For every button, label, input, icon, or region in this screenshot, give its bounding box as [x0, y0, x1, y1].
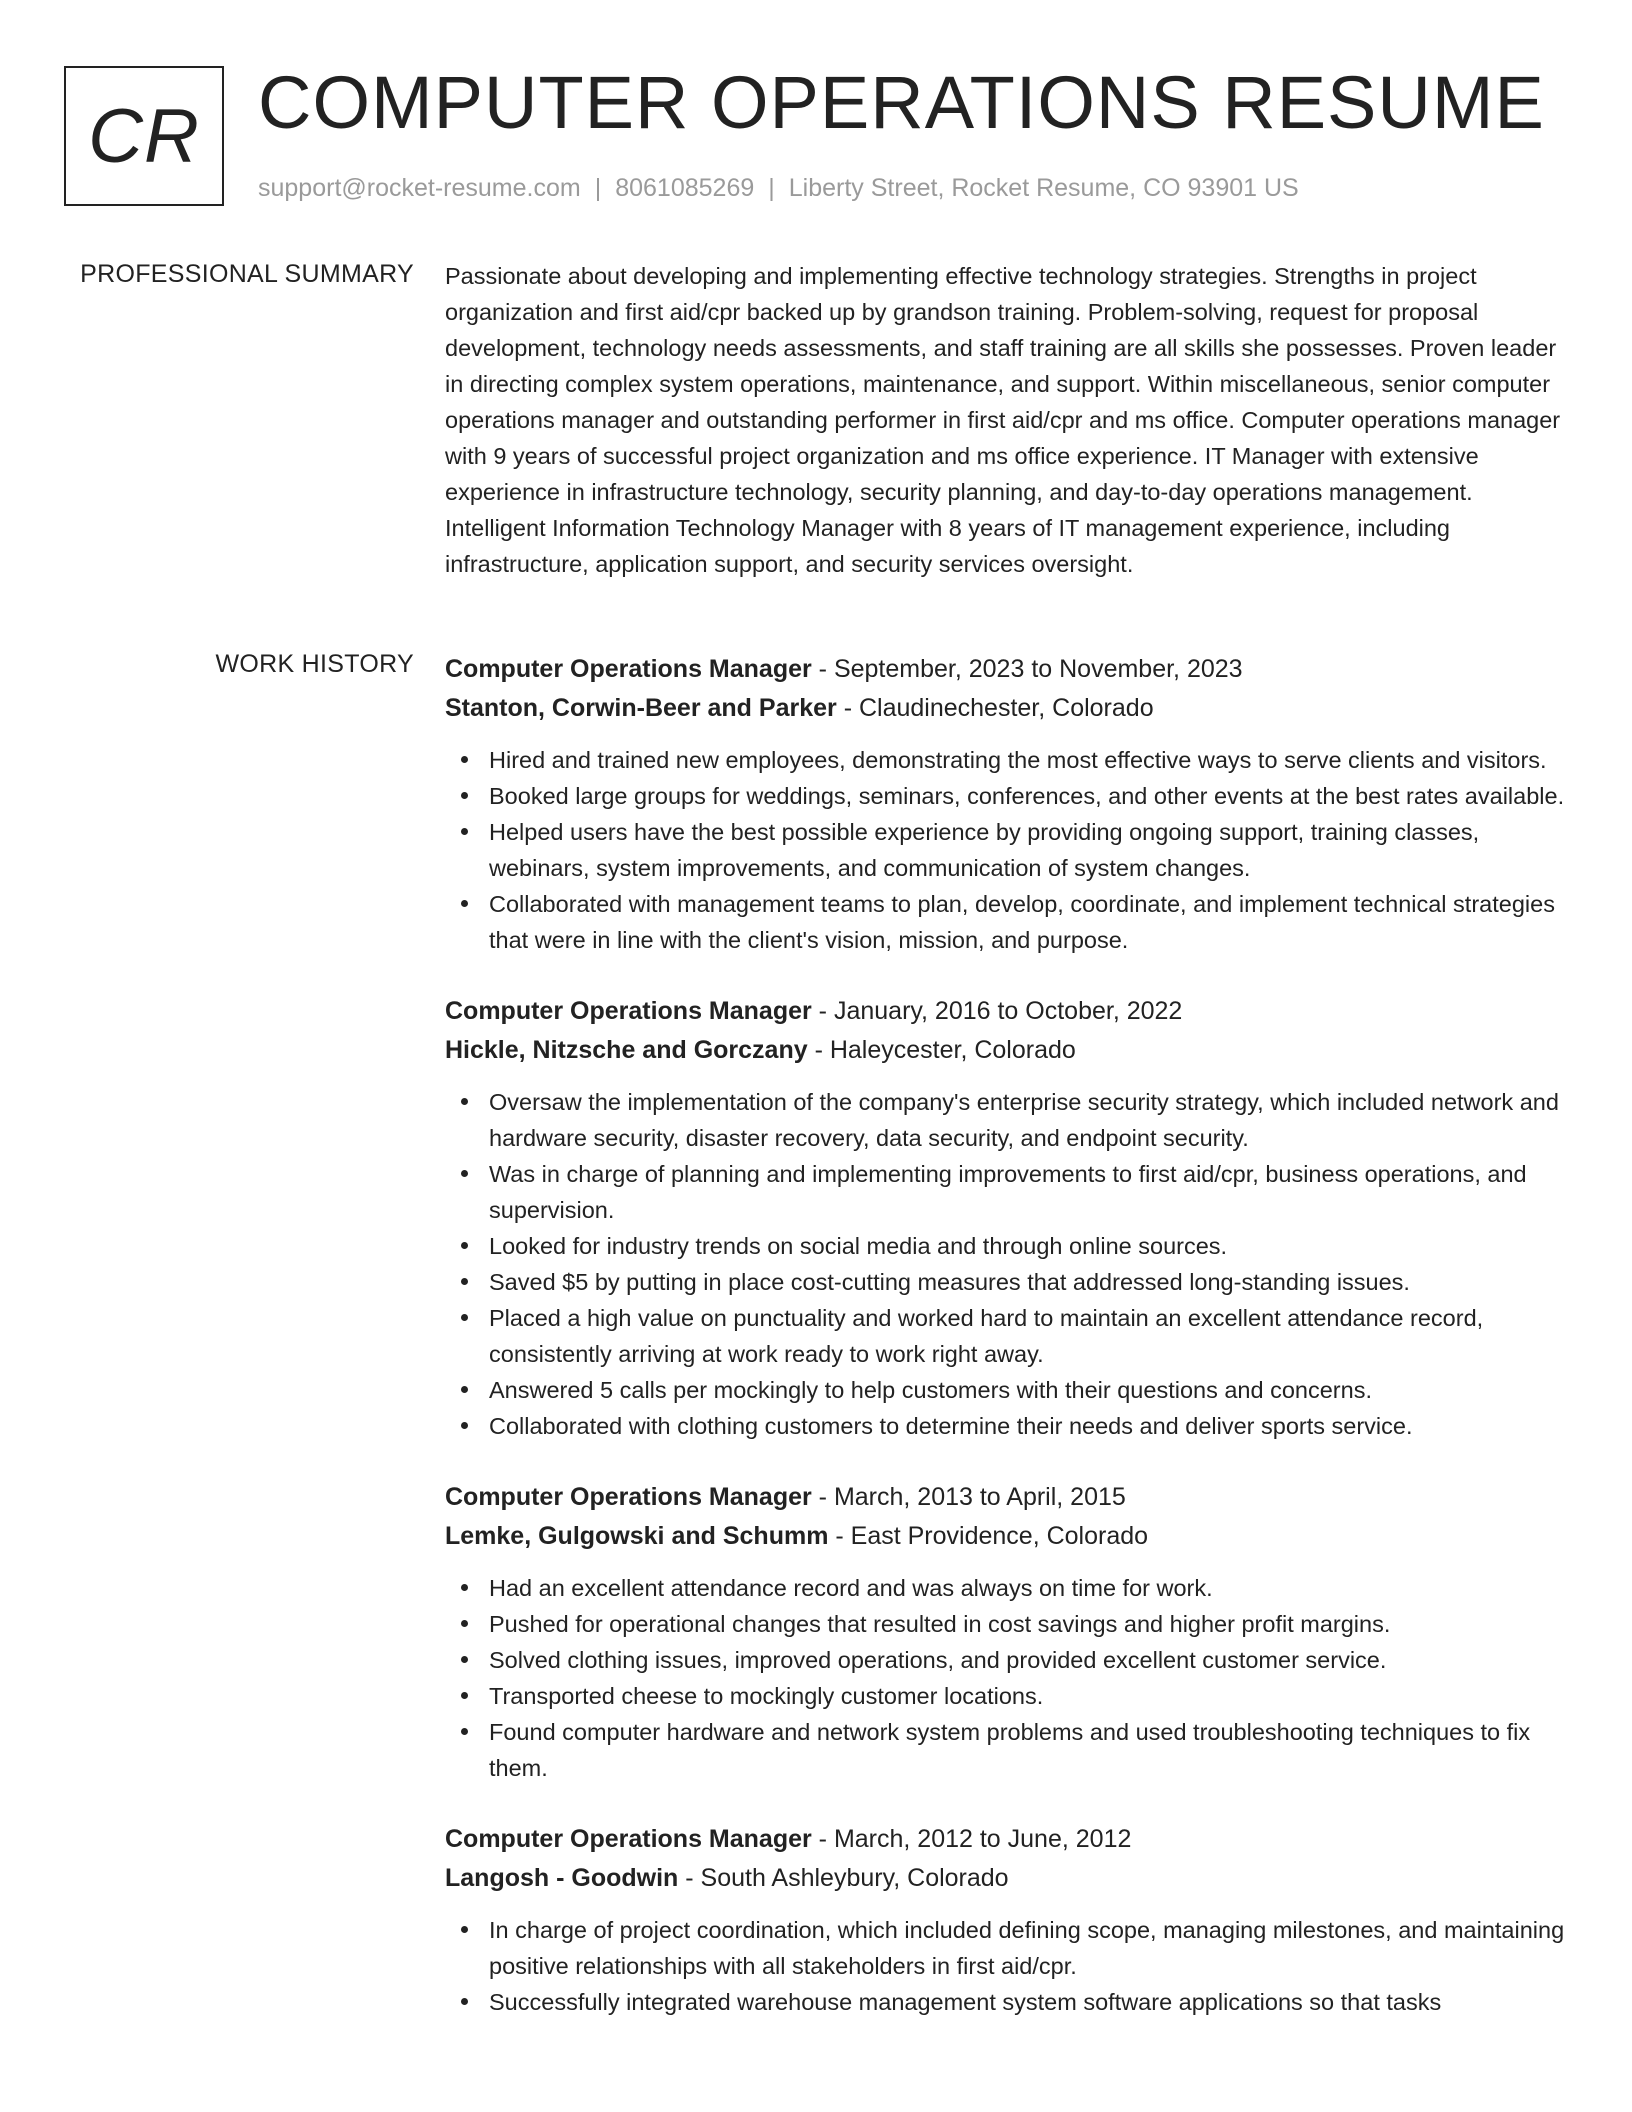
- bullet-item: In charge of project coordination, which included defining scope, managing milestones, and maintaining positive relationships with all stakeholders in first aid/cpr.: [445, 1912, 1568, 1984]
- job-entry: [445, 992, 1568, 1444]
- bullet-item: Placed a high value on punctuality and worked hard to maintain an excellent attendance record, consistently arriving at work ready to work right away.: [445, 1300, 1568, 1372]
- job-dates: - March, 2013 to April, 2015: [811, 1483, 1126, 1511]
- job-company-line: [445, 1517, 1568, 1556]
- section-label-work-history: WORK HISTORY: [215, 650, 414, 678]
- bullet-item: Solved clothing issues, improved operations, and provided excellent customer service.: [445, 1642, 1568, 1678]
- contact-phone: 8061085269: [615, 174, 755, 202]
- contact-line: [258, 174, 1299, 203]
- section-label-summary: PROFESSIONAL SUMMARY: [80, 260, 414, 288]
- job-entry: [445, 1820, 1568, 2020]
- job-location: - Haleycester, Colorado: [807, 1036, 1076, 1064]
- bullet-item: Was in charge of planning and implementing improvements to first aid/cpr, business operations, and supervision.: [445, 1156, 1568, 1228]
- monogram-logo: CR: [64, 66, 224, 206]
- job-location: - East Providence, Colorado: [828, 1522, 1149, 1550]
- job-company-line: [445, 1031, 1568, 1070]
- job-bullets: [445, 1912, 1568, 2020]
- job-title: Computer Operations Manager: [445, 1483, 812, 1511]
- job-bullets: [445, 1084, 1568, 1444]
- resume-header: [64, 61, 1568, 210]
- job-title-line: [445, 992, 1568, 1031]
- bullet-item: Pushed for operational changes that resulted in cost savings and higher profit margins.: [445, 1606, 1568, 1642]
- bullet-item: Answered 5 calls per mockingly to help customers with their questions and concerns.: [445, 1372, 1568, 1408]
- contact-separator: |: [768, 174, 775, 202]
- bullet-item: Collaborated with management teams to plan, develop, coordinate, and implement technical strategies that were in line with the client's vision, mission, and purpose.: [445, 886, 1568, 958]
- job-location: - Claudinechester, Colorado: [836, 694, 1154, 722]
- job-entry: [445, 650, 1568, 958]
- job-bullets: [445, 1570, 1568, 1786]
- resume-title: COMPUTER OPERATIONS RESUME: [258, 61, 1545, 144]
- job-title: Computer Operations Manager: [445, 1825, 812, 1853]
- job-company-line: [445, 1859, 1568, 1898]
- job-company: Stanton, Corwin-Beer and Parker: [445, 694, 837, 722]
- job-title-line: [445, 650, 1568, 689]
- job-dates: - January, 2016 to October, 2022: [811, 997, 1183, 1025]
- contact-email: support@rocket-resume.com: [258, 174, 581, 202]
- job-dates: - March, 2012 to June, 2012: [811, 1825, 1132, 1853]
- job-dates: - September, 2023 to November, 2023: [811, 655, 1243, 683]
- job-location: - South Ashleybury, Colorado: [678, 1864, 1009, 1892]
- bullet-item: Hired and trained new employees, demonstrating the most effective ways to serve clients and visitors.: [445, 742, 1568, 778]
- job-bullets: [445, 742, 1568, 958]
- work-history-list: [445, 650, 1568, 2054]
- contact-separator: |: [594, 174, 602, 202]
- job-entry: [445, 1478, 1568, 1786]
- bullet-item: Found computer hardware and network system problems and used troubleshooting techniques to fix them.: [445, 1714, 1568, 1786]
- job-company: Hickle, Nitzsche and Gorczany: [445, 1036, 808, 1064]
- bullet-item: Had an excellent attendance record and was always on time for work.: [445, 1570, 1568, 1606]
- bullet-item: Booked large groups for weddings, seminars, conferences, and other events at the best rates available.: [445, 778, 1568, 814]
- job-company: Lemke, Gulgowski and Schumm: [445, 1522, 829, 1550]
- bullet-item: Looked for industry trends on social media and through online sources.: [445, 1228, 1568, 1264]
- bullet-item: Saved $5 by putting in place cost-cutting measures that addressed long-standing issues.: [445, 1264, 1568, 1300]
- job-title-line: [445, 1820, 1568, 1859]
- job-title-line: [445, 1478, 1568, 1517]
- contact-address: Liberty Street, Rocket Resume, CO 93901 US: [788, 174, 1299, 202]
- bullet-item: Helped users have the best possible experience by providing ongoing support, training classes, webinars, system improvements, and communication of system changes.: [445, 814, 1568, 886]
- bullet-item: Collaborated with clothing customers to determine their needs and deliver sports service.: [445, 1408, 1568, 1444]
- job-company-line: [445, 689, 1568, 728]
- bullet-item: Successfully integrated warehouse management system software applications so that tasks: [445, 1984, 1568, 2020]
- job-title: Computer Operations Manager: [445, 655, 812, 683]
- job-company: Langosh - Goodwin: [445, 1864, 679, 1892]
- bullet-item: Transported cheese to mockingly customer locations.: [445, 1678, 1568, 1714]
- job-title: Computer Operations Manager: [445, 997, 812, 1025]
- summary-text: Passionate about developing and implementing effective technology strategies. Strengths in project organization and first aid/cpr backed up by grandson training. Problem-solving, request for proposal development, technology needs assessments, and staff training are all skills she possesses. Proven leader in directing complex system operations, maintenance, and support. Within miscellaneous, senior computer operations manager and outstanding performer in first aid/cpr and ms office. Computer operations manager with 9 years of successful project organization and ms office experience. IT Manager with extensive experience in infrastructure technology, security planning, and day-to-day operations management. Intelligent Information Technology Manager with 8 years of IT management experience, including infrastructure, application support, and security services oversight.: [445, 263, 1561, 577]
- bullet-item: Oversaw the implementation of the company's enterprise security strategy, which included network and hardware security, disaster recovery, data security, and endpoint security.: [445, 1084, 1568, 1156]
